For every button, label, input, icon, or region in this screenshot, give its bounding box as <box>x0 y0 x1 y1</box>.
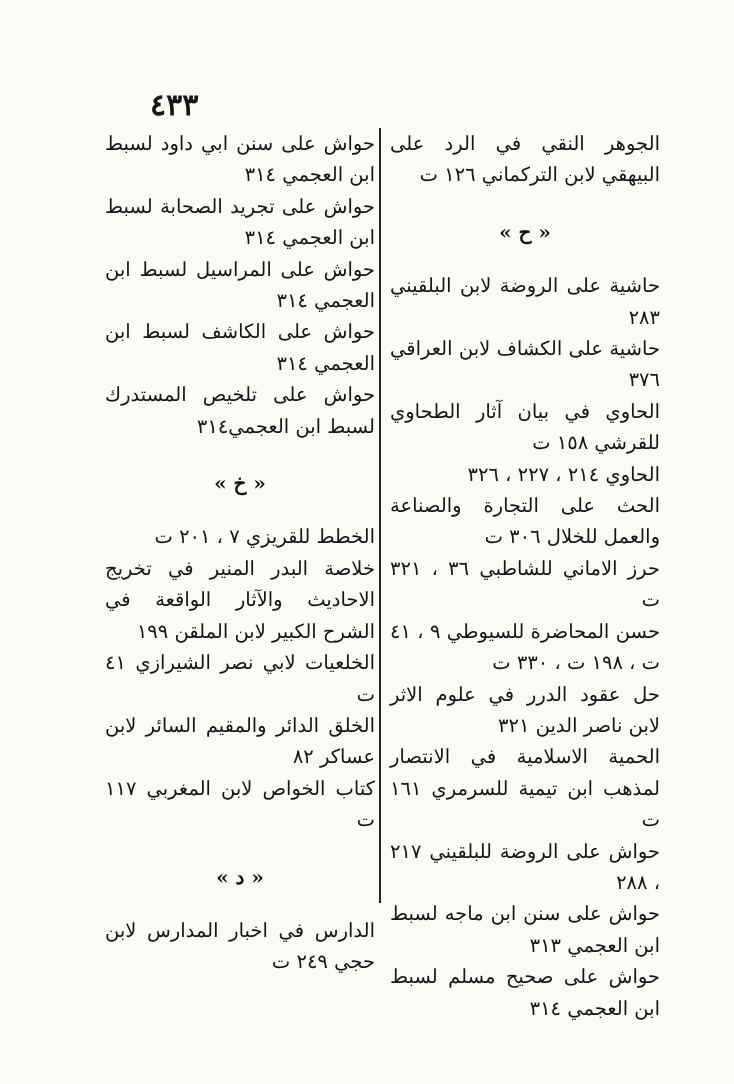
index-entry: الخلق الدائر والمقيم السائر لابن عساكر ٨٢ <box>105 713 375 769</box>
index-entry: الحمية الاسلامية في الانتصار لمذهب ابن تيمية للسرمري ١٦١ ت <box>390 745 660 832</box>
index-entry: حاشية على الكشاف لابن العراقي ٣٧٦ <box>390 337 660 392</box>
column-divider <box>379 128 381 903</box>
index-entry: الحاوي ٢١٤ ، ٢٢٧ ، ٣٢٦ <box>467 462 660 486</box>
index-entry: حواش على سنن ابن ماجه لسبط ابن العجمي ٣١٣ <box>390 902 660 957</box>
index-entry: خلاصة البدر المنير في تخريج الاحاديث والآثار الواقعة في الشرح الكبير لابن الملقن ١٩٩ <box>105 556 375 643</box>
index-entry: الخلعيات لابي نصر الشيرازي ٤١ ت <box>105 651 375 706</box>
index-entry: حواش على صحيح مسلم لسبط ابن العجمي ٣١٤ <box>390 965 660 1020</box>
section-heading: « د » <box>216 864 264 889</box>
index-entry: الحاوي في بيان آثار الطحاوي للقرشي ١٥٨ ت <box>390 399 660 455</box>
index-entry: الدارس في اخبار المدارس لابن حجي ٢٤٩ ت <box>105 918 375 974</box>
index-entry: حواش على سنن ابي داود لسبط ابن العجمي ٣١٤ <box>105 132 375 187</box>
index-entry: كتاب الخواص لابن المغربي ١١٧ ت <box>105 776 375 832</box>
index-entry: حرز الاماني للشاطبي ٣٦ ، ٣٢١ ت <box>390 556 660 612</box>
index-entry: حواش على تجريد الصحابة لسبط ابن العجمي ٣١٤ <box>105 194 375 250</box>
index-entry: حواش على المراسيل لسبط ابن العجمي ٣١٤ <box>105 257 375 313</box>
left-column <box>105 128 375 978</box>
index-entry: الخطط للقريزي ٧ ، ٢٠١ ت <box>154 525 375 549</box>
section-heading: « خ » <box>214 471 266 496</box>
index-entry: حاشية على الروضة لابن البلقيني ٢٨٣ <box>390 274 660 329</box>
index-entry: حواش على الكاشف لسبط ابن العجمي ٣١٤ <box>105 320 375 375</box>
index-entry: الحث على التجارة والصناعة والعمل للخلال ٣٠٦ ت <box>390 494 660 549</box>
right-column <box>390 128 660 1024</box>
index-entry: الجوهر النقي في الرد على البيهقي لابن التركماني ١٢٦ ت <box>390 132 660 187</box>
index-entry: حواش على تلخيص المستدرك لسبط ابن العجمي٣١٤ <box>105 383 375 438</box>
index-entry: حواش على الروضة للبلقيني ٢١٧ ، ٢٨٨ <box>390 839 660 894</box>
index-columns <box>105 128 660 1020</box>
index-entry: حل عقود الدرر في علوم الاثر لابن ناصر الدين ٣٢١ <box>390 682 660 737</box>
section-heading: « ح » <box>499 219 551 244</box>
page-number: ٤٣٣ <box>150 88 199 123</box>
index-entry: حسن المحاضرة للسيوطي ٩ ، ٤١ ت ، ١٩٨ ت ، ٣٣٠ ت <box>390 619 660 675</box>
